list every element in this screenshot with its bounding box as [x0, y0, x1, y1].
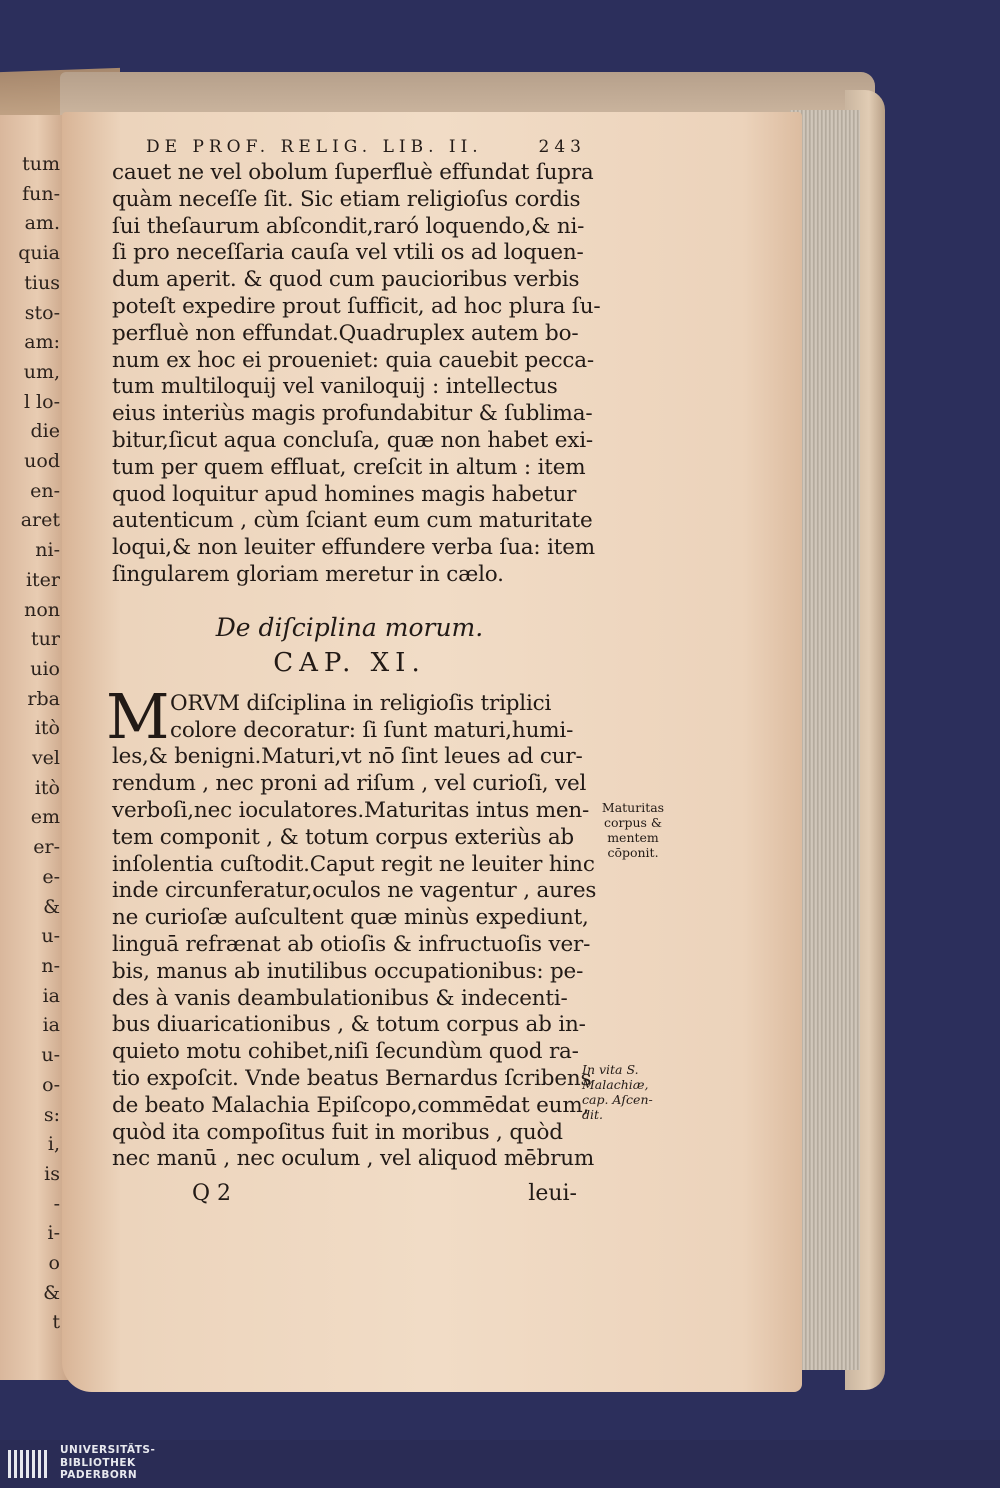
left-page-text-fragments [0, 150, 70, 1338]
left-page-fragment: tius [24, 271, 60, 294]
text-line: inde circunferatur,oculos ne vagentur , aures [112, 878, 597, 904]
left-page-fragment: l lo- [23, 390, 60, 413]
page-footer [112, 1179, 587, 1209]
text-line: ſui theſaurum abſcondit,raró loquendo,& ni- [112, 213, 585, 239]
left-page-fragment: fun- [22, 182, 60, 205]
left-page-fragment: ia [42, 984, 60, 1007]
margin-note-line: mentem [607, 830, 659, 845]
text-line: quod loquitur apud homines magis habetur [112, 481, 577, 507]
signature-mark: Q 2 [192, 1181, 232, 1207]
margin-note-line: cap. Aſcen- [582, 1092, 653, 1107]
text-line: eius interiùs magis profundabitur & ſublima- [112, 401, 593, 427]
left-page-fragment: i- [47, 1222, 60, 1245]
left-page-fragment: u- [41, 1044, 60, 1067]
paragraph-2-opening [106, 679, 587, 753]
margin-note-maturitas [590, 800, 676, 860]
left-page-fragment: & [43, 1281, 60, 1304]
text-line: ORVM diſciplina in religioſis triplici [170, 690, 552, 716]
left-page-fragment: n- [41, 954, 60, 977]
left-page-fragment: tum [22, 153, 60, 175]
text-line: de beato Malachia Epiſcopo,commēdat eum, [112, 1092, 590, 1118]
left-page-fragment: e- [42, 865, 60, 888]
left-page-fragment: o [48, 1252, 60, 1275]
text-line: tum multiloquij vel vaniloquij : intellectus [112, 374, 558, 400]
text-line: colore decoratur: ſi ſunt maturi,humi- [170, 717, 574, 743]
text-line: bis, manus ab inutilibus occupationibus: pe- [112, 958, 584, 984]
left-page-fragment: vel [31, 747, 60, 770]
text-line: ſi pro neceſſaria cauſa vel vtili os ad loquen- [112, 240, 584, 266]
chapter-label: CAP. XI. [273, 647, 426, 678]
left-page-fragment: em [30, 806, 60, 829]
section-heading: De diſciplina morum. [215, 612, 484, 642]
left-page-fragment: iter [25, 568, 60, 591]
left-page-fragment: tur [31, 628, 60, 651]
library-bars-icon [8, 1446, 52, 1482]
text-line: ne curioſæ auſcultent quæ minùs expediunt, [112, 905, 589, 931]
catchword: leui- [528, 1181, 577, 1207]
left-page-fragment: & [43, 895, 60, 918]
left-page-fragment: um, [23, 360, 60, 383]
text-line: des à vanis deambulationibus & indecenti- [112, 985, 568, 1011]
library-name [60, 1444, 155, 1482]
left-page-fragment: rba [27, 687, 60, 710]
left-page-fragment: uio [30, 657, 60, 680]
left-page-fragment: uod [24, 450, 60, 473]
running-head-title: DE PROF. RELIG. LIB. II. [146, 137, 483, 157]
page-text-block [106, 134, 601, 1209]
drop-cap: M [106, 679, 170, 753]
paragraph-1 [112, 160, 601, 589]
left-page-fragment: aret [20, 509, 60, 532]
left-page-fragment: i, [47, 1133, 60, 1156]
text-line: dum aperit. & quod cum paucioribus verbis [112, 267, 580, 293]
library-name-line: UNIVERSITÄTS- [60, 1444, 156, 1456]
left-page-fragment: die [30, 420, 60, 443]
margin-note-in-vita [582, 1062, 672, 1122]
margin-note-line: cōponit. [607, 845, 659, 860]
text-line: quàm neceſſe ſit. Sic etiam religioſus cordis [112, 186, 581, 212]
text-line: verboſi,nec ioculatores.Maturitas intus men- [112, 797, 590, 823]
page-number: 243 [538, 137, 586, 157]
left-page-fragment: non [24, 598, 60, 621]
paragraph-2 [112, 744, 597, 1173]
left-page-fragment: - [53, 1192, 60, 1215]
text-line: poteſt expedire prout ſufficit, ad hoc plura ſu- [112, 293, 601, 319]
text-line: tum per quem effluat, creſcit in altum : item [112, 454, 586, 480]
text-line: inſolentia cuſtodit.Caput regit ne leuiter hinc [112, 851, 595, 877]
text-line: linguā refrænat ab otioſis & infructuoſis ver- [112, 931, 591, 957]
text-line: loqui,& non leuiter effundere verba ſua: item [112, 535, 595, 561]
text-line: num ex hoc ei proueniet: quia cauebit pecca- [112, 347, 594, 373]
left-page-fragment: en- [30, 479, 60, 502]
text-line: bitur,ſicut aqua concluſa, quæ non habet exi- [112, 427, 593, 453]
library-name-line: PADERBORN [60, 1469, 138, 1481]
text-line: cauet ne vel obolum ſuperfluè effundat ſupra [112, 160, 594, 185]
running-head [146, 134, 586, 160]
text-line: bus diuaricationibus , & totum corpus ab in- [112, 1012, 586, 1038]
text-line: perfluè non effundat.Quadruplex autem bo- [112, 320, 579, 346]
text-line: quòd ita compoſitus fuit in moribus , quòd [112, 1119, 563, 1145]
left-page-fragment: er- [33, 836, 60, 859]
left-page-fragment: ia [42, 1014, 60, 1037]
margin-note-line: In vita S. [582, 1062, 639, 1077]
left-page-fragment: t [52, 1311, 60, 1334]
text-line: tio expoſcit. Vnde beatus Bernardus ſcribens [112, 1065, 592, 1091]
left-page-fragment: s: [43, 1103, 60, 1126]
left-page-fragment: sto- [24, 301, 60, 324]
text-line: les,& benigni.Maturi,vt nō ſint leues ad cur- [112, 744, 583, 770]
left-page-fragment: itò [34, 776, 60, 799]
left-page-fragment: itò [34, 717, 60, 740]
text-line: autenticum , cùm ſciant eum cum maturitate [112, 508, 593, 534]
left-page-fragment: ni- [35, 539, 60, 562]
library-footer-bar [0, 1440, 1000, 1488]
library-name-line: BIBLIOTHEK [60, 1456, 136, 1469]
left-page-fragment: o- [42, 1073, 60, 1096]
text-line: quieto motu cohibet,niſi ſecundùm quod ra- [112, 1039, 579, 1065]
text-line: tem componit , & totum corpus exteriùs ab [112, 824, 574, 850]
margin-note-line: dit. [582, 1107, 603, 1122]
left-page-fragment: am. [24, 212, 60, 235]
text-line: ſingularem gloriam meretur in cælo. [112, 561, 504, 587]
margin-note-line: Maturitas [601, 800, 665, 815]
left-page-fragment: is [44, 1162, 60, 1185]
left-page-fragment: u- [41, 925, 60, 948]
text-line: rendum , nec proni ad riſum , vel curioſi, vel [112, 771, 587, 797]
text-line: nec manū , nec oculum , vel aliquod mēbrum [112, 1146, 595, 1172]
margin-note-line: Malachiæ, [582, 1077, 649, 1092]
margin-note-line: corpus & [603, 815, 663, 830]
left-page-fragment: quia [18, 242, 60, 265]
left-page-fragment: am: [24, 331, 60, 354]
